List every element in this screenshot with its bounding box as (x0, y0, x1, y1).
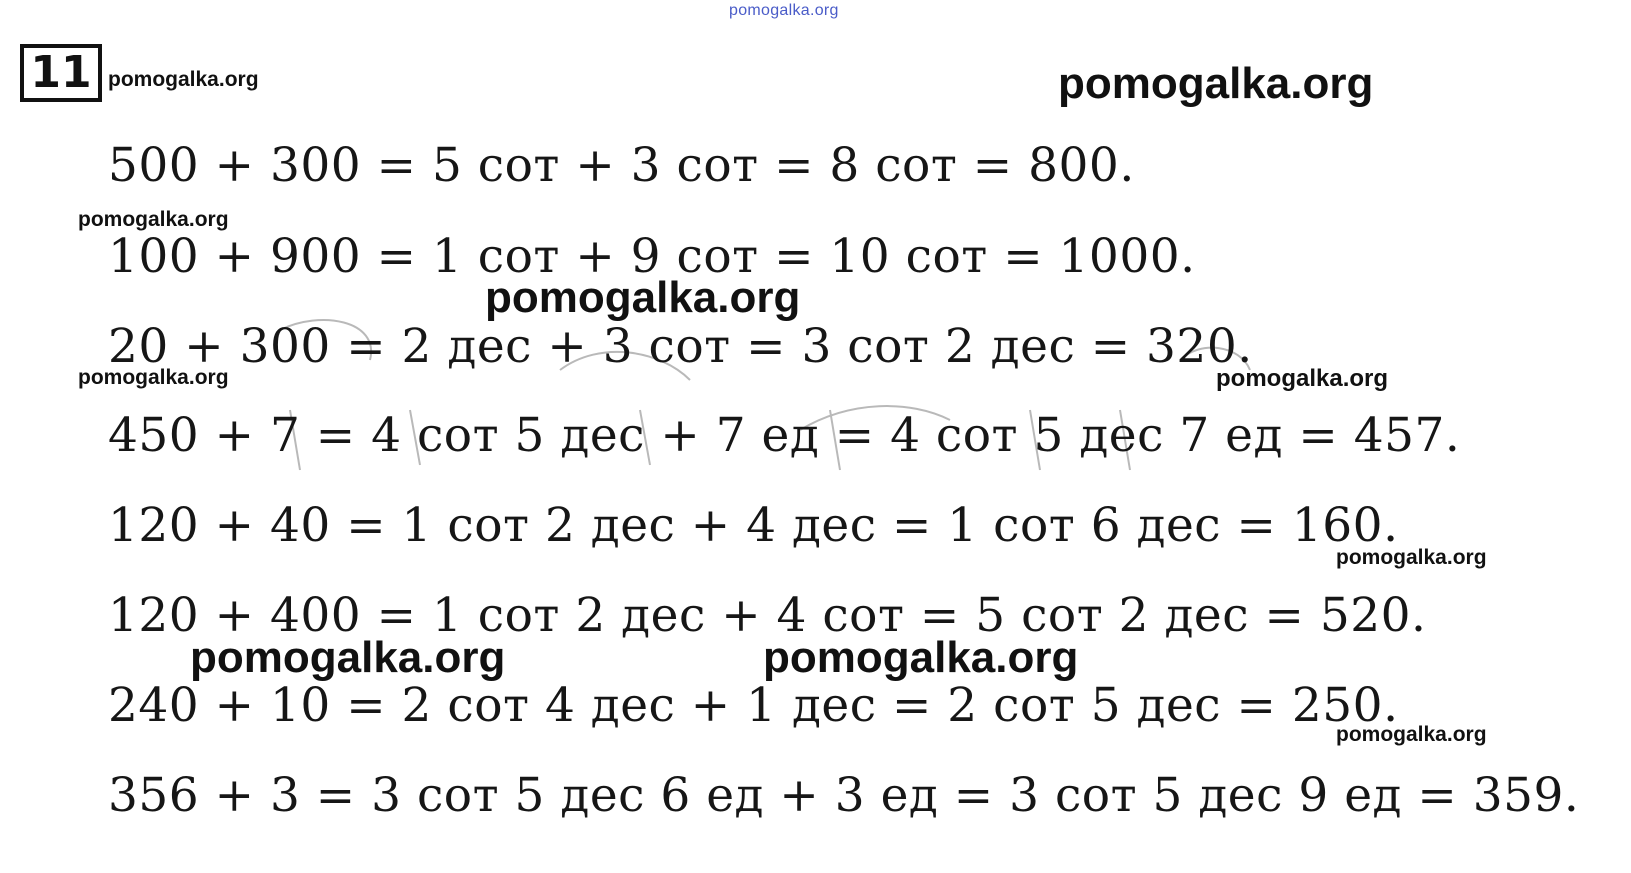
top-watermark: pomogalka.org (729, 2, 839, 19)
equation-7: 240 + 10 = 2 сот 4 дес + 1 дес = 2 сот 5 дес = 250. (108, 678, 1399, 733)
equation-4: 450 + 7 = 4 сот 5 дес + 7 ед = 4 сот 5 дес 7 ед = 457. (108, 408, 1461, 463)
watermark-left-2: pomogalka.org (78, 366, 229, 389)
watermark-header-large: pomogalka.org (1058, 59, 1374, 108)
task-number: 11 (30, 47, 92, 98)
equation-8: 356 + 3 = 3 сот 5 дес 6 ед + 3 ед = 3 сот 5 дес 9 ед = 359. (108, 768, 1580, 823)
watermark-left-1: pomogalka.org (78, 208, 229, 231)
watermark-right-2: pomogalka.org (1336, 546, 1487, 569)
equation-5: 120 + 40 = 1 сот 2 дес + 4 дес = 1 сот 6 дес = 160. (108, 498, 1399, 553)
equation-6: 120 + 400 = 1 сот 2 дес + 4 сот = 5 сот 2 дес = 520. (108, 588, 1427, 643)
watermark-center-1: pomogalka.org (485, 273, 801, 322)
equation-1: 500 + 300 = 5 сот + 3 сот = 8 сот = 800. (108, 138, 1135, 193)
watermark-lower-left: pomogalka.org (190, 633, 506, 682)
equation-2: 100 + 900 = 1 сот + 9 сот = 10 сот = 1000. (108, 229, 1196, 284)
task-number-box (20, 44, 102, 102)
watermark-right-3: pomogalka.org (1336, 723, 1487, 746)
watermark-lower-center: pomogalka.org (763, 633, 1079, 682)
equation-3: 20 + 300 = 2 дес + 3 сот = 3 сот 2 дес = 320. (108, 319, 1253, 374)
watermark-header-small: pomogalka.org (108, 68, 259, 91)
watermark-right-1: pomogalka.org (1216, 365, 1389, 392)
